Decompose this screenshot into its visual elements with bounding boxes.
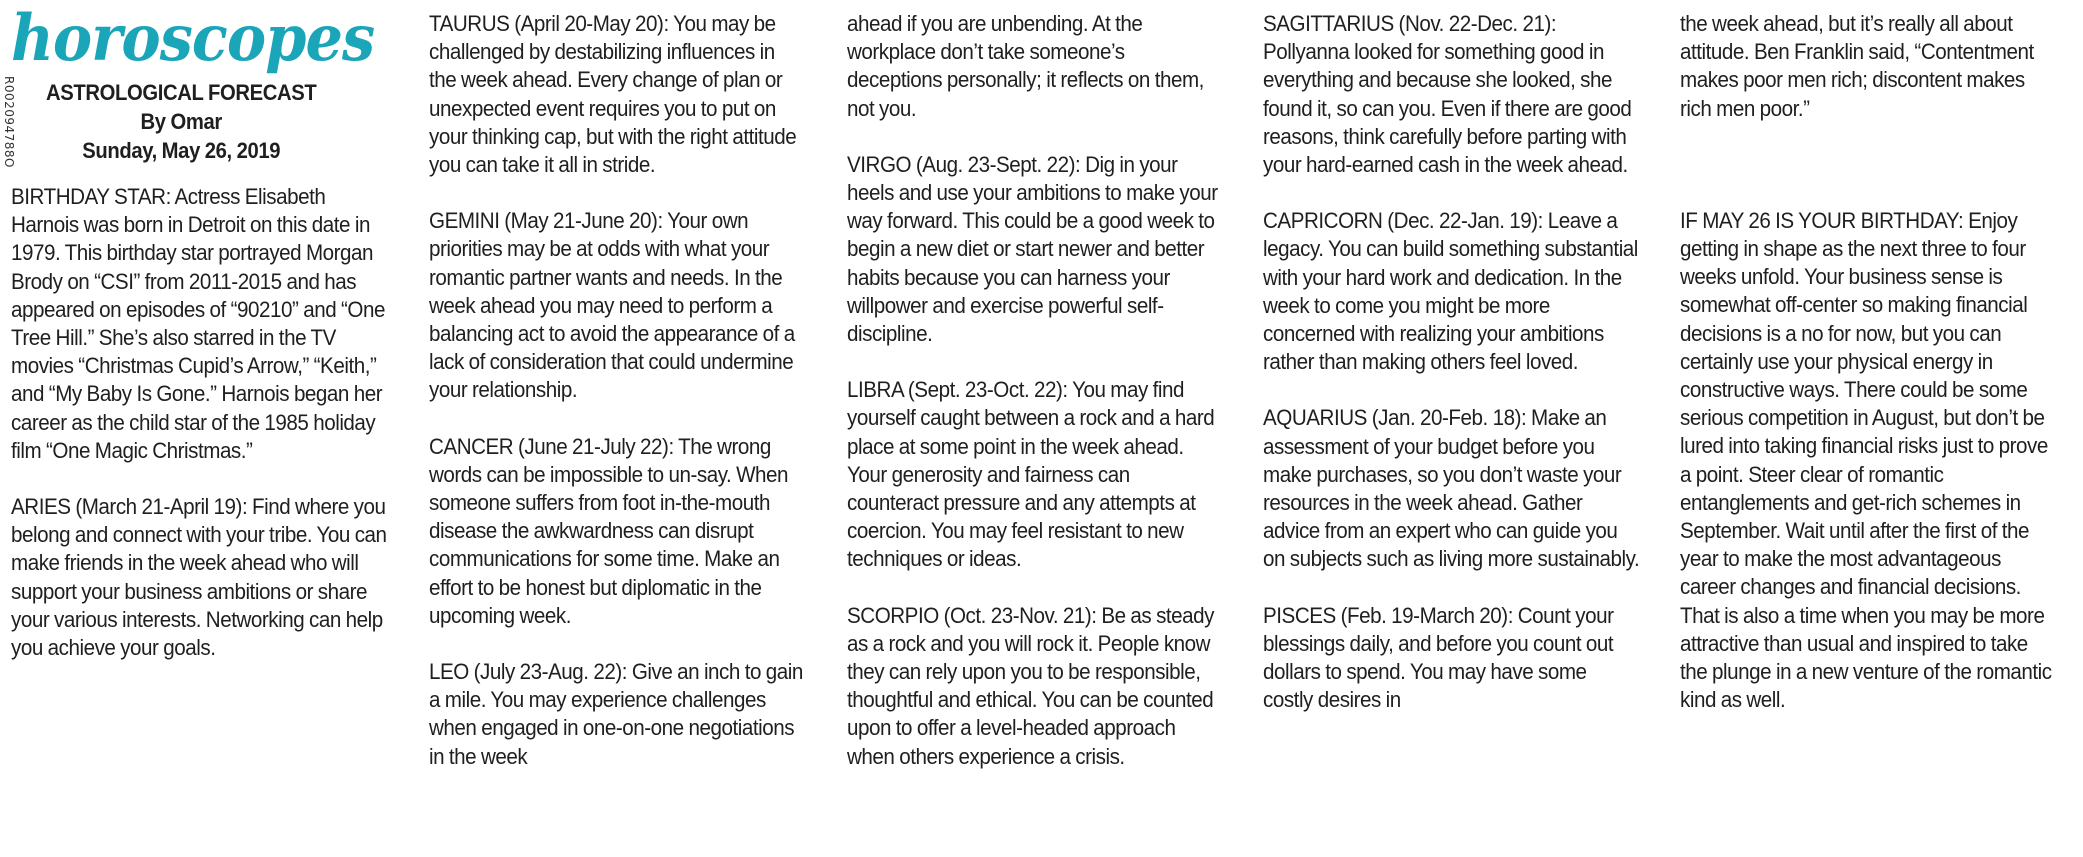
capricorn-entry: CAPRICORN (Dec. 22-Jan. 19): Leave a legacy. You can build something substantial with your hard work and dedication. In the week to come you might be more concerned with realizing your ambitions rather than making others feel loved. <box>1263 208 1638 375</box>
masthead-deck <box>11 78 351 165</box>
leo-entry-start: LEO (July 23-Aug. 22): Give an inch to gain a mile. You may experience challenges when engaged in one-on-one negotiations in the week <box>429 659 803 769</box>
publication-date: Sunday, May 26, 2019 <box>82 138 281 163</box>
byline: By Omar <box>140 109 222 134</box>
aquarius-entry: AQUARIUS (Jan. 20-Feb. 18): Make an assessment of your budget before you make purchases, so you don’t waste your resources in the week ahead. Gather advice from an expert who can guide you on subjects such as living more sustainably. <box>1263 405 1640 572</box>
leo-entry-continued: ahead if you are unbending. At the workplace don’t take someone’s deceptions personally; it reflects on them, not you. <box>847 11 1204 121</box>
column-2 <box>429 10 806 855</box>
forecast-title: ASTROLOGICAL FORECAST <box>46 80 317 105</box>
column-spacer <box>1680 151 2057 207</box>
column-1 <box>11 0 388 845</box>
birthday-star-entry: BIRTHDAY STAR: Actress Elisabeth Harnois was born in Detroit on this date in 1979. This birthday star portrayed Morgan Brody on “CSI” from 2011-2015 and has appeared on episodes of “90210” and “One Tree Hill.” She’s also starred in the TV movies “Christmas Cupid’s Arrow,” “Keith,” and “My Baby Is Gone.” Harnois began her career as the child star of the 1985 holiday film “One Magic Christmas.” <box>11 184 385 463</box>
cancer-entry: CANCER (June 21-July 22): The wrong words can be impossible to un-say. When someone suffers from foot in-the-mouth disease the awkwardness can disrupt communications for some time. Make an effort to be honest but diplomatic in the upcoming week. <box>429 433 789 628</box>
pisces-entry-continued: the week ahead, but it’s really all about attitude. Ben Franklin said, “Contentment makes poor men rich; discontent makes rich men poor.” <box>1680 11 2034 121</box>
column-5 <box>1680 10 2057 855</box>
sagittarius-entry: SAGITTARIUS (Nov. 22-Dec. 21): Pollyanna looked for something good in everything and because she looked, she found it, so can you. Even if there are good reasons, think carefully before parting with your hard-earned cash in the week ahead. <box>1263 11 1632 178</box>
side-reference-code: R002094788O <box>2 76 16 168</box>
pisces-entry-start: PISCES (Feb. 19-March 20): Count your blessings daily, and before you count out dollars to spend. You may have some costly desires in <box>1263 602 1614 713</box>
taurus-entry: TAURUS (April 20-May 20): You may be challenged by destabilizing influences in the week ahead. Every change of plan or unexpected event requires you to put on your thinking cap, but with the right attitude you can take it all in stride. <box>429 11 797 178</box>
masthead <box>11 0 375 165</box>
your-birthday-entry: IF MAY 26 IS YOUR BIRTHDAY: Enjoy getting in shape as the next three to four weeks unfold. Your business sense is somewhat off-center so making financial decisions is a no for now, but you can certainly use your physical energy in constructive ways. There could be some serious competition in August, but don’t be lured into taking financial risks just to prove a point. Steer clear of romantic entanglements and get-rich schemes in September. Wait until after the first of the year to make the most advantageous career changes and financial decisions. That is also a time when you may be more attractive than usual and inspired to take the plunge in a new venture of the romantic kind as well. <box>1680 207 2052 713</box>
column-3 <box>847 10 1224 855</box>
column-4 <box>1263 10 1640 855</box>
libra-entry: LIBRA (Sept. 23-Oct. 22): You may find yourself caught between a rock and a hard place at some point in the week ahead. Your generosity and fairness can counteract pressure and any attempts at coercion. You may feel resistant to new techniques or ideas. <box>847 377 1215 572</box>
virgo-entry: VIRGO (Aug. 23-Sept. 22): Dig in your heels and use your ambitions to make your way forward. This could be a good week to begin a new diet or start newer and better habits because you can harness your willpower and exercise powerful self-discipline. <box>847 151 1218 347</box>
aries-entry: ARIES (March 21-April 19): Find where you belong and connect with your tribe. You can make friends in the week ahead who will support your business ambitions or share your various interests. Networking can help you achieve your goals. <box>11 494 387 661</box>
horoscopes-logo: horoscopes <box>11 1 375 76</box>
scorpio-entry: SCORPIO (Oct. 23-Nov. 21): Be as steady as a rock and you will rock it. People know they can rely upon you to be responsible, thoughtful and ethical. You can be counted upon to offer a level-headed approach when others experience a crisis. <box>847 602 1215 769</box>
gemini-entry: GEMINI (May 21-June 20): Your own priorities may be at odds with what your romantic partner wants and needs. In the week ahead you may need to perform a balancing act to avoid the appearance of a lack of consideration that could undermine your relationship. <box>429 208 795 403</box>
